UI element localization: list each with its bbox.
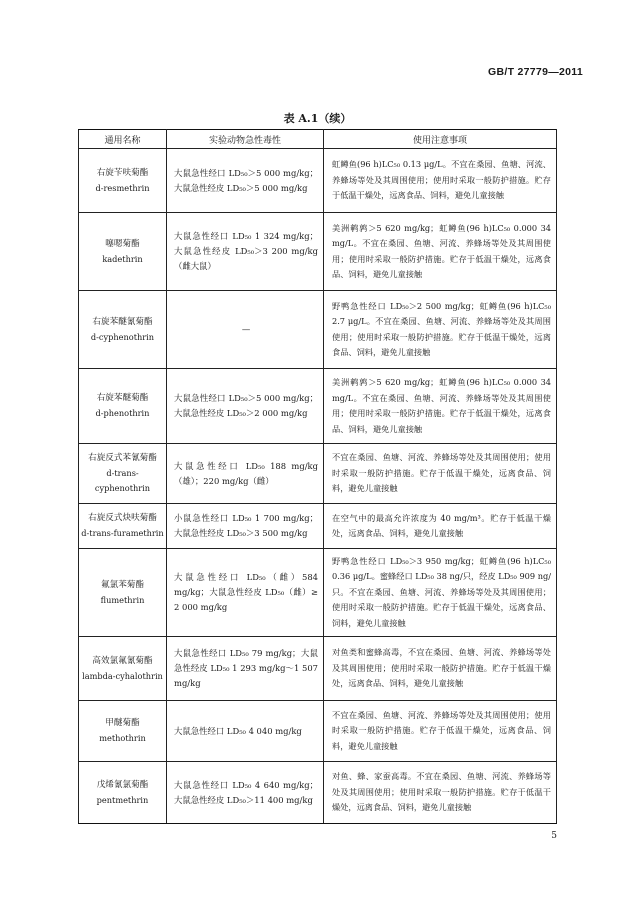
- notes-cell: 对鱼类和蜜蜂高毒，不宜在桑园、鱼塘、河流、养蜂场等处及其周围使用；使用时采取一般防护措施。贮存于低温干燥处，远离食品、饲料，避免儿童接触: [324, 637, 557, 701]
- table-row: [79, 149, 557, 213]
- name-cell: [79, 549, 167, 637]
- name-en: d-resmethrin: [95, 182, 150, 193]
- toxicity-table: [78, 129, 557, 824]
- toxicity-cell: 小鼠急性经口 LD₅₀ 1 700 mg/kg；大鼠急性经皮 LD₅₀＞3 500 mg/kg: [167, 504, 324, 549]
- name-zh: 氟氯苯菊酯: [101, 579, 144, 590]
- notes-cell: 美洲鹌鹑＞5 620 mg/kg；虹鳟鱼(96 h)LC₅₀ 0.000 34 mg/L。不宜在桑园、鱼塘、河流、养蜂场等处及其周围使用；使用时采取一般防护措施。贮存于低温干燥处，远离食品、饲料，避免儿童接触: [324, 369, 557, 444]
- name-zh: 右旋苯醚菊酯: [96, 393, 149, 403]
- notes-cell: 在空气中的最高允许浓度为 40 mg/m³。贮存于低温干燥处，远离食品、饲料，避免儿童接触: [324, 504, 557, 549]
- notes-cell: 野鸭急性经口 LD₅₀＞3 950 mg/kg；虹鳟鱼(96 h)LC₅₀ 0.36 μg/L。蜜蜂经口 LD₅₀ 38 ng/只，经皮 LD₅₀ 909 ng/只。不宜在桑园、鱼塘、河流、养蜂场等处及其周围使用；使用时采取一般防护措施。贮存于低温干燥处，远离食品、饲料，避免儿童接触: [324, 549, 557, 637]
- notes-cell: 美洲鹌鹑＞5 620 mg/kg；虹鳟鱼(96 h)LC₅₀ 0.000 34 mg/L。不宜在桑园、鱼塘、河流、养蜂场等处及其周围使用；使用时采取一般防护措施。贮存于低温干燥处，远离食品、饲料，避免儿童接触: [324, 213, 557, 291]
- name-cell: [79, 762, 167, 824]
- name-en: kadethrin: [102, 253, 143, 264]
- toxicity-cell: —: [167, 291, 324, 369]
- name-en: methothrin: [99, 733, 146, 743]
- table-row: [79, 369, 557, 444]
- name-zh: 右旋苯醚氰菊酯: [92, 316, 153, 327]
- name-en: d-phenothrin: [95, 408, 150, 418]
- name-en: lambda-cyhalothrin: [82, 670, 163, 681]
- name-zh: 右旋反式炔呋菊酯: [88, 513, 157, 523]
- notes-cell: 不宜在桑园、鱼塘、河流、养蜂场等处及其周围使用；使用时采取一般防护措施。贮存于低温干燥处，远离食品、饲料，避免儿童接触: [324, 701, 557, 762]
- toxicity-cell: 大鼠急性经口 LD₅₀＞5 000 mg/kg；大鼠急性经皮 LD₅₀＞5 000 mg/kg: [167, 149, 324, 213]
- column-header-notes: 使用注意事项: [324, 130, 557, 149]
- toxicity-cell: 大鼠急性经口 LD₅₀（雌）584 mg/kg；大鼠急性经皮 LD₅₀（雌）≥ 2 000 mg/kg: [167, 549, 324, 637]
- table-row: [79, 213, 557, 291]
- name-zh: 戊烯氰氯菊酯: [96, 779, 149, 790]
- toxicity-cell: 大鼠急性经口 LD₅₀ 1 324 mg/kg；大鼠急性经皮 LD₅₀＞3 200 mg/kg（雌大鼠）: [167, 213, 324, 291]
- table-title: 表 A.1（续）: [283, 112, 352, 125]
- name-cell: [79, 637, 167, 701]
- name-zh: 右旋反式苯氰菊酯: [88, 453, 157, 463]
- notes-cell: 不宜在桑园、鱼塘、河流、养蜂场等处及其周围使用；使用时采取一般防护措施。贮存于低温干燥处，远离食品、饲料，避免儿童接触: [324, 444, 557, 504]
- page-number: 5: [551, 831, 557, 841]
- notes-cell: 野鸭急性经口 LD₅₀＞2 500 mg/kg；虹鳟鱼(96 h)LC₅₀ 2.7 μg/L。不宜在桑园、鱼塘、河流、养蜂场等处及其周围使用；使用时采取一般防护措施。贮存于低温干燥处，远离食品、饲料，避免儿童接触: [324, 291, 557, 369]
- name-en: pentmethrin: [96, 794, 149, 805]
- name-cell: [79, 444, 167, 504]
- name-cell: [79, 701, 167, 762]
- notes-cell: 对鱼、蜂、家蚕高毒。不宜在桑园、鱼塘、河流、养蜂场等处及其周围使用；使用时采取一般防护措施。贮存于低温干燥处，远离食品、饲料，避免儿童接触: [324, 762, 557, 824]
- name-cell: [79, 369, 167, 444]
- toxicity-cell: 大鼠急性经口 LD₅₀ 4 040 mg/kg: [167, 701, 324, 762]
- name-zh: 右旋苄呋菊酯: [96, 167, 149, 178]
- name-zh: 高效氯氟氰菊酯: [92, 655, 153, 666]
- standard-code: GB/T 27779—2011: [488, 66, 583, 78]
- name-zh: 甲醚菊酯: [105, 718, 140, 728]
- toxicity-cell: 大鼠急性经口 LD₅₀ 79 mg/kg；大鼠急性经皮 LD₅₀ 1 293 mg/kg～1 507 mg/kg: [167, 637, 324, 701]
- name-cell: [79, 504, 167, 549]
- name-cell: [79, 213, 167, 291]
- name-zh: 噻嗯菊酯: [105, 238, 140, 249]
- table-row: [79, 637, 557, 701]
- toxicity-cell: 大鼠急性经口 LD₅₀＞5 000 mg/kg；大鼠急性经皮 LD₅₀＞2 000 mg/kg: [167, 369, 324, 444]
- name-cell: [79, 291, 167, 369]
- name-en: d-cyphenothrin: [90, 331, 155, 342]
- table-row: [79, 549, 557, 637]
- column-header-name: 通用名称: [79, 130, 167, 149]
- table-row: [79, 701, 557, 762]
- notes-cell: 虹鳟鱼(96 h)LC₅₀ 0.13 μg/L。不宜在桑园、鱼塘、河流、养蜂场等处及其周围使用；使用时采取一般防护措施。贮存于低温干燥处，远离食品、饲料，避免儿童接触: [324, 149, 557, 213]
- column-header-toxicity: 实验动物急性毒性: [167, 130, 324, 149]
- name-en: d-trans-cyphenothrin: [94, 468, 151, 493]
- table-header-row: [79, 130, 557, 149]
- name-en: d-trans-furamethrin: [81, 528, 164, 538]
- name-en: flumethrin: [100, 594, 145, 605]
- table-row: [79, 504, 557, 549]
- table-row: [79, 762, 557, 824]
- toxicity-cell: 大鼠急性经口 LD₅₀ 4 640 mg/kg；大鼠急性经皮 LD₅₀＞11 400 mg/kg: [167, 762, 324, 824]
- name-cell: [79, 149, 167, 213]
- toxicity-cell: 大鼠急性经口 LD₅₀ 188 mg/kg（雄）；220 mg/kg（雌）: [167, 444, 324, 504]
- table-row: [79, 444, 557, 504]
- table-row: [79, 291, 557, 369]
